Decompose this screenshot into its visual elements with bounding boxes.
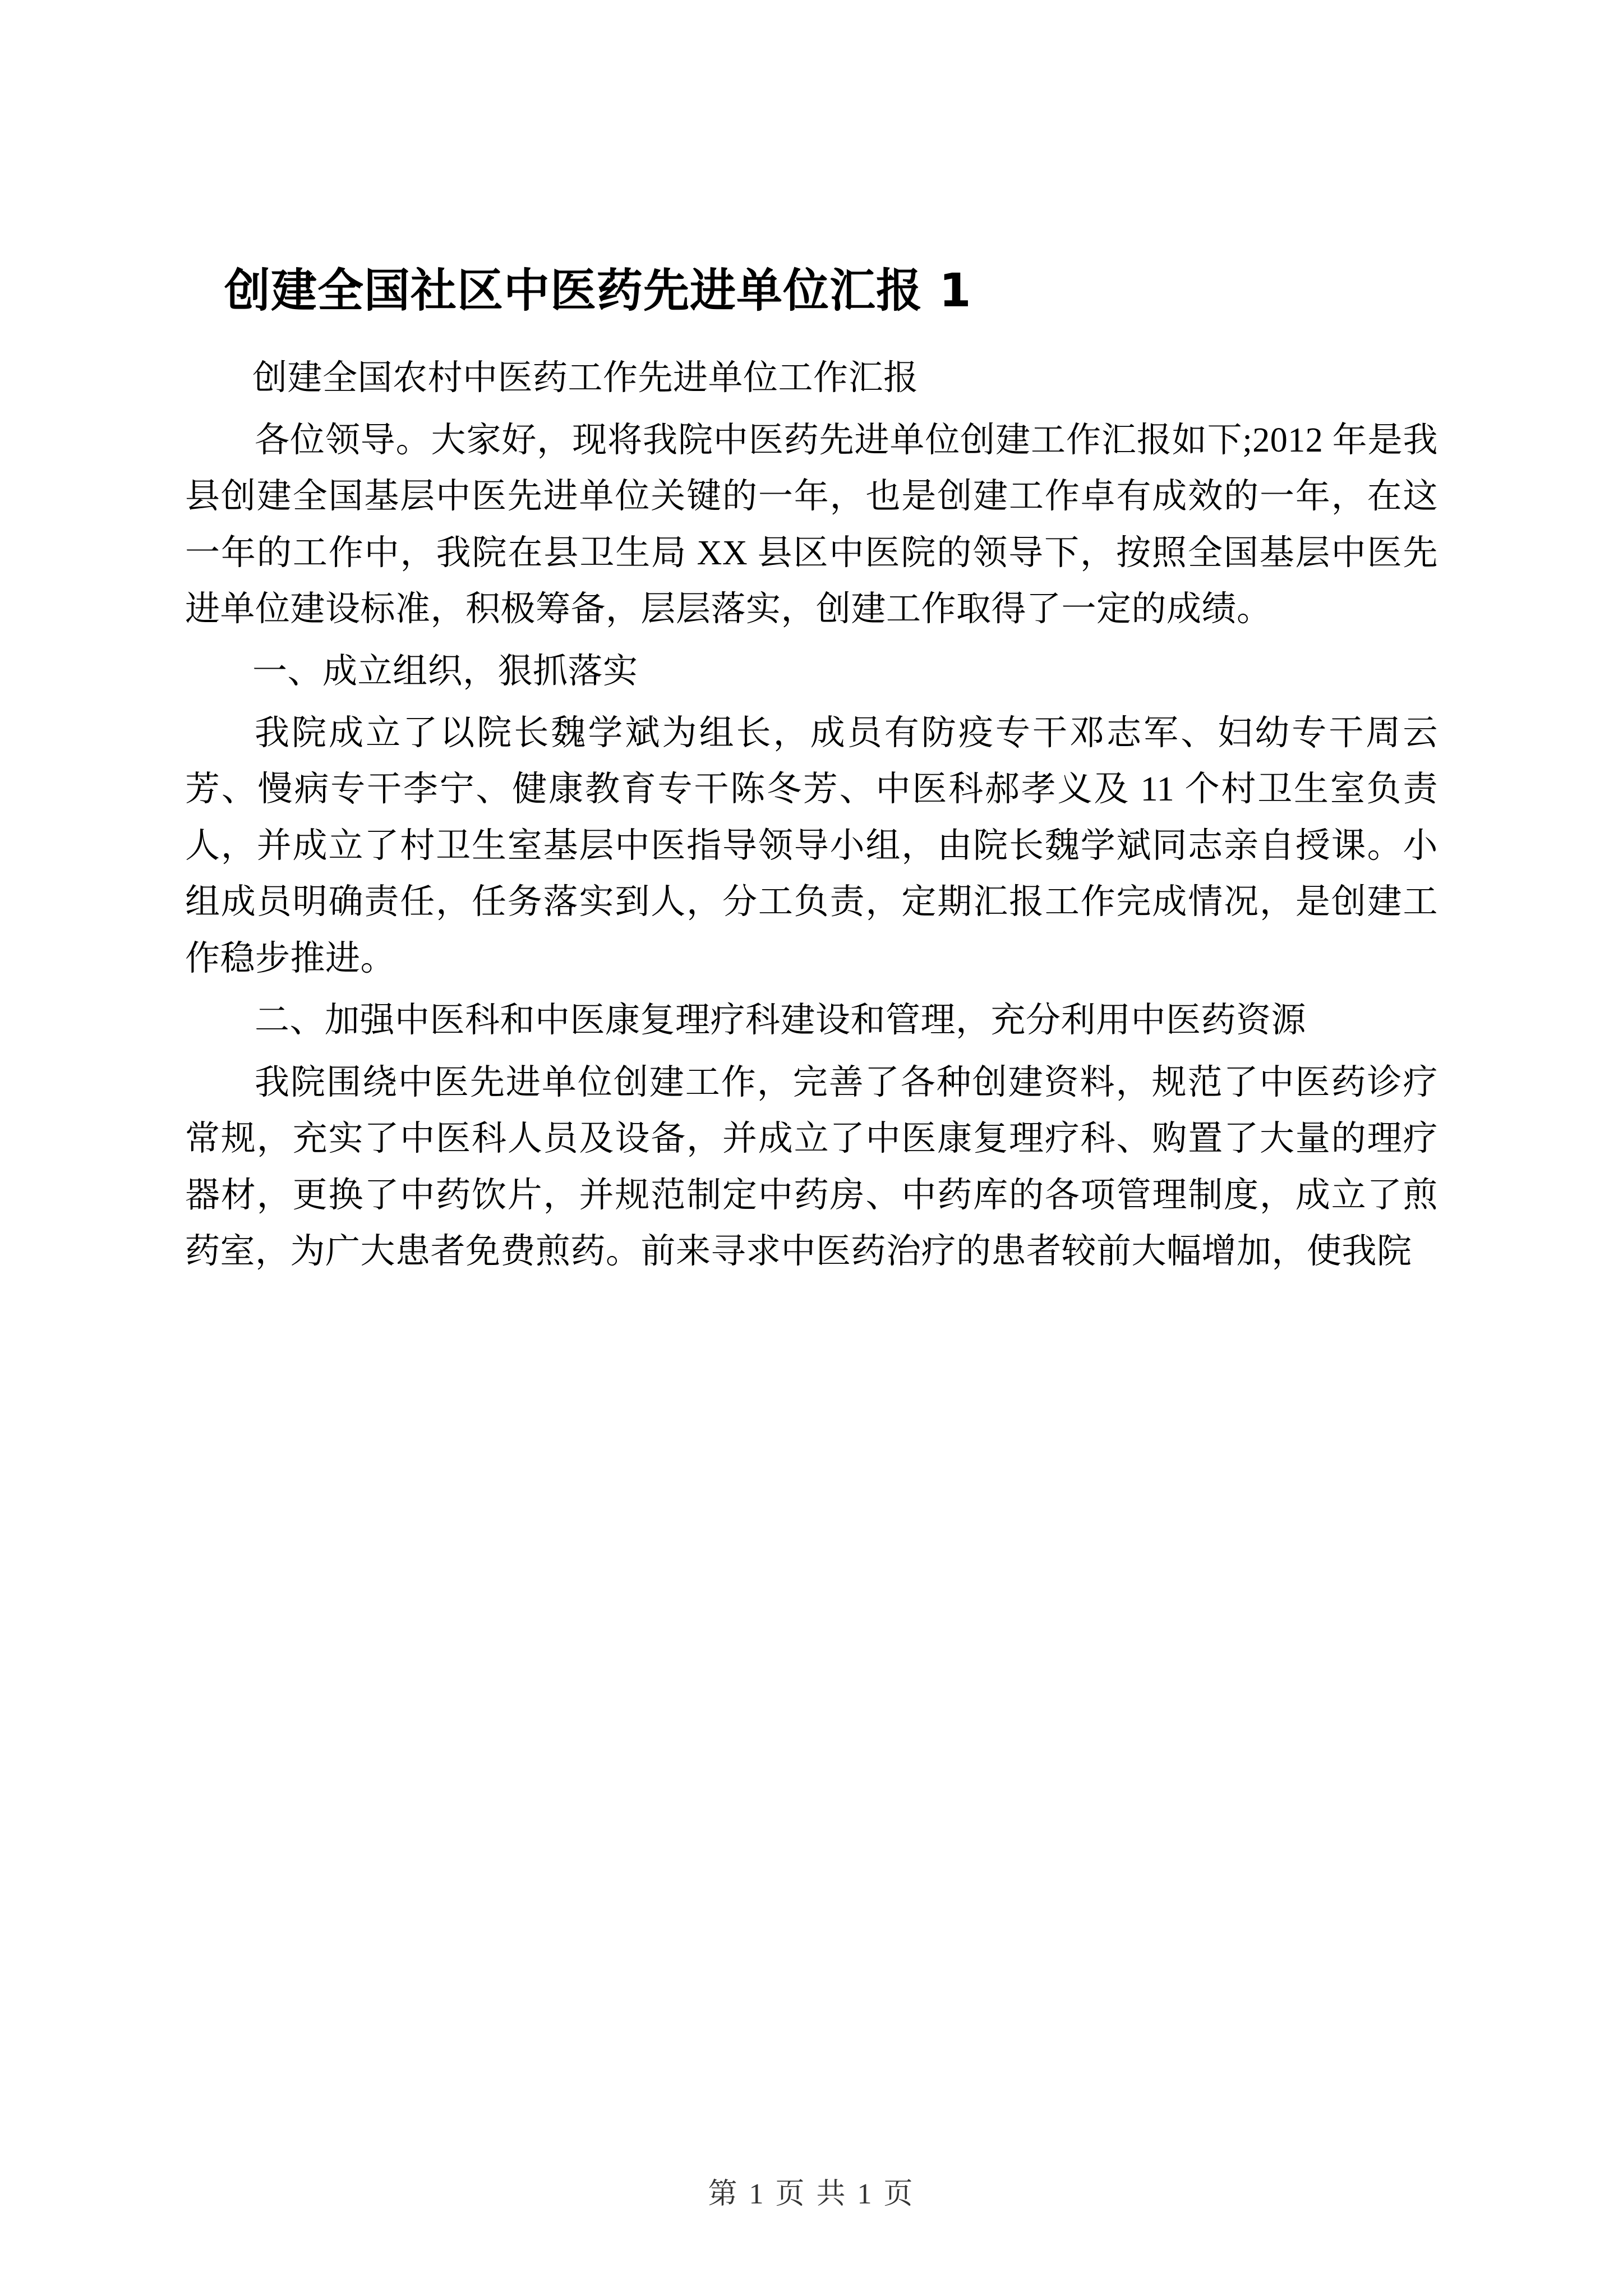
paragraph-subtitle: 创建全国农村中医药工作先进单位工作汇报	[252, 359, 919, 398]
paragraph-section-two-body: 我院围绕中医先进单位创建工作，完善了各种创建资料，规范了中医药诊疗常规，充实了中医科人员及设备，并成立了中医康复理疗科、购置了大量的理疗器材，更换了中药饮片，并规范制定中药房、中药库的各项管理制度，成立了煎药室，为广大患者免费煎药。前来寻求中医药治疗的患者较前大幅增加，使我院	[185, 1063, 1438, 1271]
page-title: 创建全国社区中医药先进单位汇报 1	[224, 264, 972, 318]
paragraph-section-one-body: 我院成立了以院长魏学斌为组长，成员有防疫专干邓志军、妇幼专干周云芳、慢病专干李宁、健康教育专干陈冬芳、中医科郝孝义及 11 个村卫生室负责人，并成立了村卫生室基层中医指导领导小组，由院长魏学斌同志亲自授课。小组成员明确责任，任务落实到人，分工负责，定期汇报工作完成情况，是创建工作稳步推进。	[185, 714, 1438, 978]
section-heading-two: 二、加强中医科和中医康复理疗科建设和管理，充分利用中医药资源	[255, 1001, 1307, 1040]
page-footer: 第 1 页 共 1 页	[708, 2178, 915, 2210]
section-heading-one: 一、成立组织，狠抓落实	[252, 652, 638, 691]
paragraph-intro: 各位领导。大家好，现将我院中医药先进单位创建工作汇报如下;2012 年是我县创建全国基层中医先进单位关键的一年，也是创建工作卓有成效的一年，在这一年的工作中，我院在县卫生局 XX 县区中医院的领导下，按照全国基层中医先进单位建设标准，积极筹备，层层落实，创建工作取得了一定的成绩。	[185, 421, 1438, 629]
